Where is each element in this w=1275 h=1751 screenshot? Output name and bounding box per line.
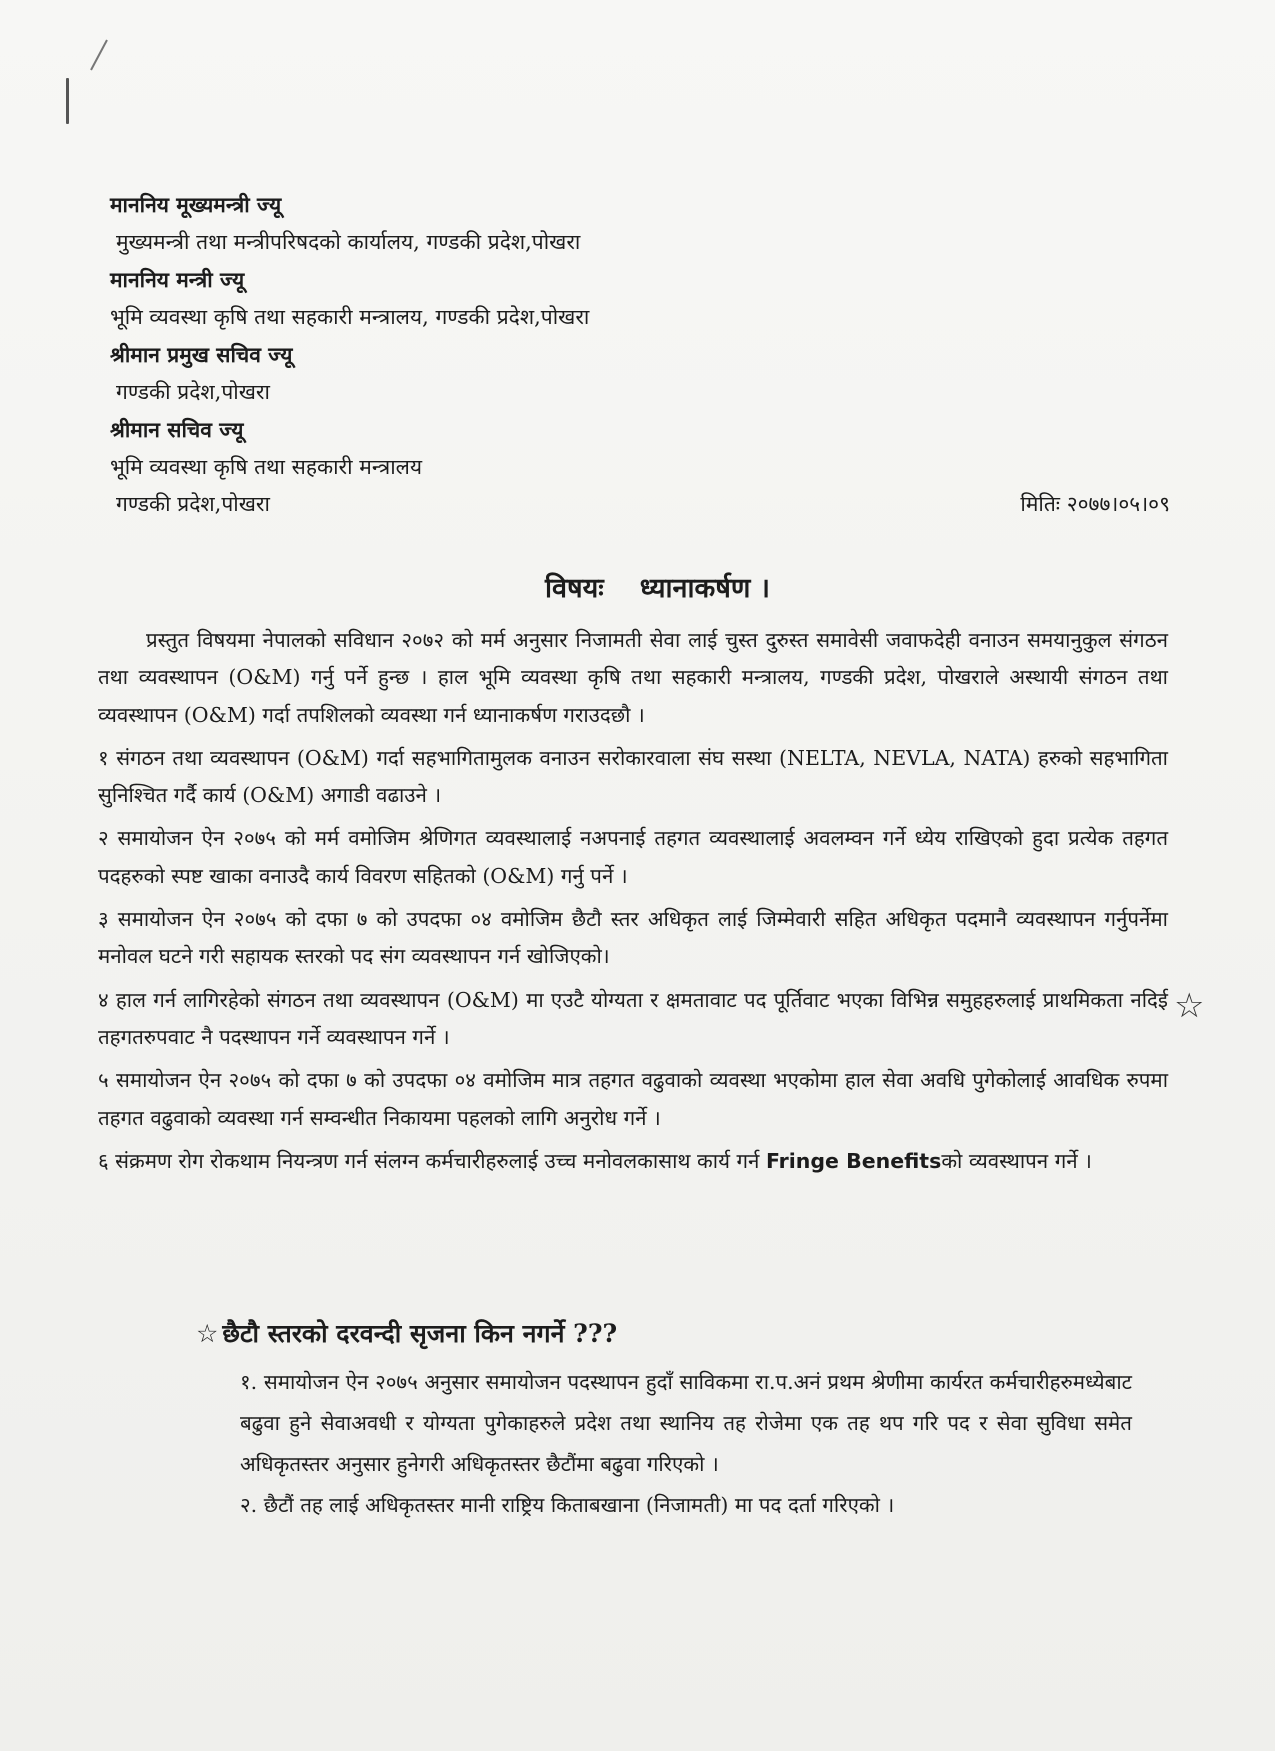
intro-paragraph: प्रस्तुत विषयमा नेपालको सविधान २०७२ को मर्म अनुसार निजामती सेवा लाई चुस्त दुरुस्त समावेसी जवाफदेही वनाउन समयानुकुल संगठन तथा व्यवस्थापन (O&M) गर्नु पर्ने हुन्छ । हाल भूमि व्यवस्था कृषि तथा सहकारी मन्त्रालय, गण्डकी प्रदेश, पोखराले अस्थायी संगठन तथा व्यवस्थापन (O&M) गर्दा तपशिलको व्यवस्था गर्न ध्यानाकर्षण गराउदछौ । [98, 628, 1168, 727]
address-line-9: गण्डकी प्रदेश,पोखरा [116, 492, 270, 516]
subpoint-2: २. छैटौं तह लाई अधिकृतस्तर मानी राष्ट्रिय किताबखाना (निजामती) मा पद दर्ता गरिएको । [240, 1493, 895, 1517]
subpoint-1: १. समायोजन ऐन २०७५ अनुसार समायोजन पदस्थापन हुदाँ साविकमा रा.प.अनं प्रथम श्रेणीमा कार्यरत कर्मचारीहरुमध्येबाट बढुवा हुने सेवाअवधी र योग्यता पुगेकाहरुले प्रदेश तथा स्थानिय तह रोजेमा एक तह थप गरि पद र सेवा सुविधा समेत अधिकृतस्तर अनुसार हुनेगरी अधिकृतस्तर छैटौंमा बढुवा गरिएको । [240, 1370, 1132, 1476]
subject-text: ध्यानाकर्षण । [639, 573, 770, 604]
letter-body [98, 622, 1168, 1186]
address-line-7: श्रीमान सचिव ज्यू [110, 417, 244, 442]
pen-mark-slash [90, 40, 108, 71]
address-block [110, 186, 1170, 524]
point-4: ४ हाल गर्न लागिरहेको संगठन तथा व्यवस्थापन (O&M) मा एउटै योग्यता र क्षमतावाट पद पूर्तिवाट भएका विभिन्न समुहहरुलाई प्राथमिकता नदिई तहगतरुपवाट नै पदस्थापन गर्ने व्यवस्थापन गर्ने । [98, 987, 1168, 1049]
address-line-2: मुख्यमन्त्री तथा मन्त्रीपरिषदको कार्यालय, गण्डकी प्रदेश,पोखरा [116, 229, 581, 254]
point-3: ३ समायोजन ऐन २०७५ को दफा ७ को उपदफा ०४ वमोजिम छैटौ स्तर अधिकृत लाई जिम्मेवारी सहित अधिकृत पदमानै व्यवस्थापन गर्नुपर्नेमा मनोवल घटने गरी सहायक स्तरको पद संग व्यवस्थापन गर्न खोजिएको। [98, 907, 1168, 969]
address-line-3: माननिय मन्त्री ज्यू [110, 267, 245, 292]
point-2: २ समायोजन ऐन २०७५ को मर्म वमोजिम श्रेणिगत व्यवस्थालाई नअपनाई तहगत व्यवस्थालाई अवलम्वन गर्ने ध्येय राखिएको हुदा प्रत्येक तहगत पदहरुको स्पष्ट खाका वनाउदै कार्य विवरण सहितको (O&M) गर्नु पर्ने । [98, 826, 1168, 888]
point-6-text-a: ६ संक्रमण रोग रोकथाम नियन्त्रण गर्न संलग्न कर्मचारीहरुलाई उच्च मनोवलकासाथ कार्य गर्न [98, 1148, 760, 1173]
section-heading [196, 1316, 617, 1350]
pen-mark-line [66, 78, 69, 124]
point-1: १ संगठन तथा व्यवस्थापन (O&M) गर्दा सहभागितामुलक वनाउन सरोकारवाला संघ सस्था (NELTA, NEVLA, NATA) हरुको सहभागिता सुनिश्चित गर्दै कार्य (O&M) अगाडी वढाउने । [98, 745, 1168, 808]
point-6-fringe-benefits: Fringe Benefits [765, 1148, 942, 1173]
subpoints-block [240, 1362, 1132, 1526]
point-6 [98, 1143, 1168, 1180]
address-line-6: गण्डकी प्रदेश,पोखरा [116, 379, 270, 404]
point-5: ५ समायोजन ऐन २०७५ को दफा ७ को उपदफा ०४ वमोजिम मात्र तहगत वढुवाको व्यवस्था भएकोमा हाल सेवा अवधि पुगेकोलाई आवधिक रुपमा तहगत वढुवाको व्यवस्था गर्न सम्वन्धीत निकायमा पहलको लागि अनुरोध गर्ने । [98, 1068, 1168, 1130]
point-6-text-b: को व्यवस्थापन गर्ने । [941, 1148, 1092, 1173]
address-line-1: माननिय मूख्यमन्त्री ज्यू [110, 192, 282, 217]
address-line-8: भूमि व्यवस्था कृषि तथा सहकारी मन्त्रालय [110, 454, 423, 479]
address-line-4: भूमि व्यवस्था कृषि तथा सहकारी मन्त्रालय, गण्डकी प्रदेश,पोखरा [110, 304, 590, 329]
star-icon-inline: ☆ [196, 1319, 219, 1348]
subject-line [0, 568, 1275, 605]
address-line-5: श्रीमान प्रमुख सचिव ज्यू [110, 342, 293, 367]
section-heading-text: छैटौ स्तरको दरवन्दी सृजना किन नगर्ने ??? [222, 1319, 618, 1348]
star-icon: ☆ [1174, 986, 1205, 1026]
subject-label: विषयः [544, 573, 604, 604]
address-last-row [110, 486, 1170, 524]
letter-date: मितिः २०७७।०५।०९ [1020, 492, 1170, 516]
